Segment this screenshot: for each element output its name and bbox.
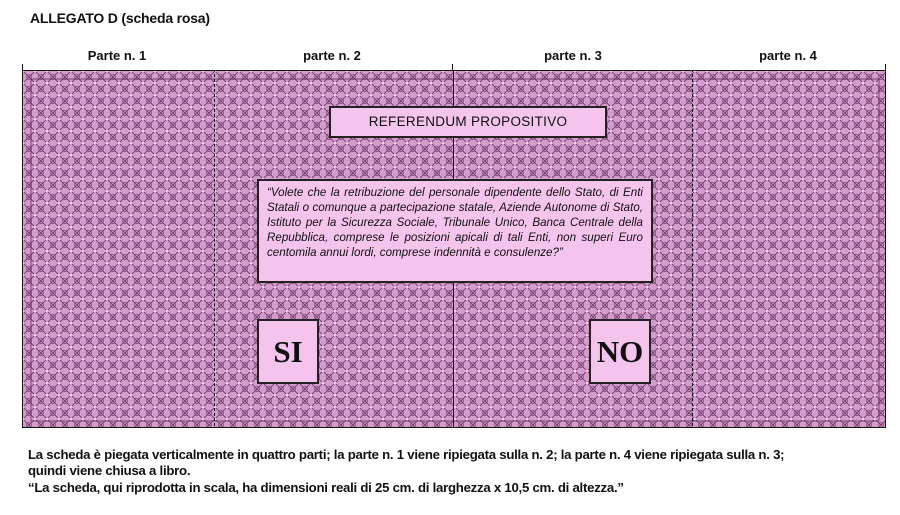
fold-line-3 bbox=[692, 70, 693, 428]
yes-vote-box[interactable]: SI bbox=[257, 319, 319, 384]
referendum-title: REFERENDUM PROPOSITIVO bbox=[329, 106, 607, 138]
no-vote-box[interactable]: NO bbox=[589, 319, 651, 384]
ballot-paper bbox=[22, 70, 886, 428]
part-label-1: Parte n. 1 bbox=[87, 48, 147, 63]
referendum-question: “Volete che la retribuzione del personale dipendente dello Stato, di Enti Statali o comunque a partecipazione statale, Aziende Autonome di Stato, Istituto per la Sicurezza Sociale, Tribunale Unico, Banca Centrale della Repubblica, comprese le posizioni apicali di tali Enti, non superi Euro centomila annui lordi, comprese indennità e consulenze?” bbox=[257, 179, 653, 283]
document-title: ALLEGATO D (scheda rosa) bbox=[30, 10, 210, 26]
footnote-line-3: “La scheda, qui riprodotta in scala, ha dimensioni reali di 25 cm. di larghezza x 10,5 cm. di altezza.” bbox=[28, 480, 624, 495]
fold-line-1 bbox=[214, 70, 215, 428]
part-label-2: parte n. 2 bbox=[303, 48, 361, 63]
footnote-line-2: quindi viene chiusa a libro. bbox=[28, 463, 191, 478]
part-label-3: parte n. 3 bbox=[544, 48, 602, 63]
footnote-line-1: La scheda è piegata verticalmente in quattro parti; la parte n. 1 viene ripiegata sulla n. 2; la parte n. 4 viene ripiegata sulla n. 3; bbox=[28, 447, 785, 462]
part-label-4: parte n. 4 bbox=[759, 48, 817, 63]
